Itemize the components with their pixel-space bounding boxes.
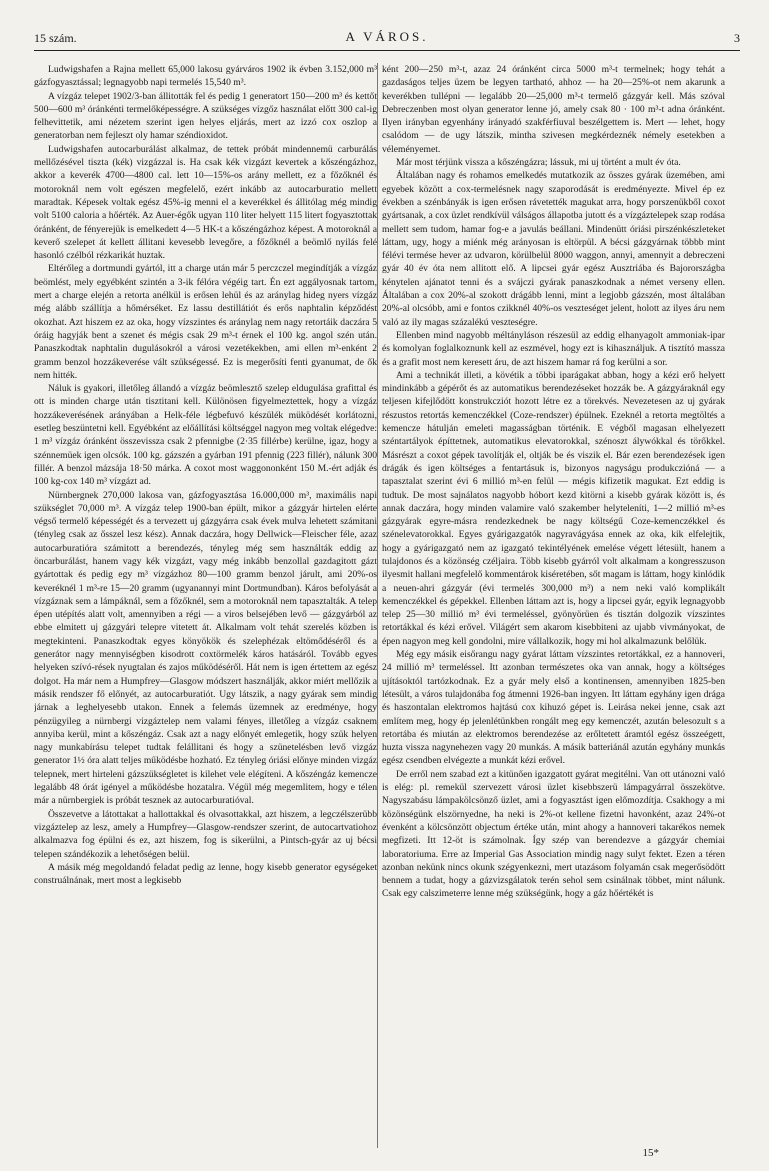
paragraph: Nürnbergnek 270,000 lakosa van, gázfogyasztása 16.000,000 m³, maximális napi szükséglet 70,000 m³. A vízgáz telep 1900-ban épült, mikor a gázgyár hirtelen elérte végső termelő képességét és a tervezett uj gázgyárra csak évek mulva lehetett számitani (tényleg csak az ősszel lesz kész). Annak daczára, hogy Dellwick—Fleischer féle, azaz autocarburatióra számitott a berendezés, tényleg még sem használták eddig az öncarburálást, hanem vagy kék vizgázt, vagy még inkább benzollal gazdagitott gázt gyártottak és pedig egy m³ vízgázhoz 80—100 gramm benzol járult, ami 20%-os keveréknél 1 m³-re 15—20 gramm (ugyanannyi mint Dortmundban). Káros befolyását a vízgáznak sem a lámpáknál, sem a főzőknél, sem a motoroknál nem tapasztalták. A telep épen utépítés alatt volt, amennyiben a régi — a viros belsejében levő — gázgyárból az ebbe elmitett uj gázgyári telepre vitetett át. Alkalmam volt tehát szerelés közben is megtekinteni. Panaszkodtak egyes könyökök és szelephézak eltömődéséről és a generátor nagy mennyiségben kisodrott coxtörmelék káros hatásáról. Tovább egyes helyeken szívó-rések nyugtalan és zajos működéséről. Hát nem is igen értettem az egész dolgot. Ha már nem a Humpfrey—Glasgow módszert használják, akkor miért mellőzik a másik rendszer fő előnyét, az autocarburatiót. Ugy látszik, a nagy gyárak sem mindig járnak a leghelyesebb utakon. Ennek a felemás üzemnek az eredménye, hogy pénzügyileg a nürnbergi vizgáztelep nem valami fényes, illetőleg a vízgáz csaknem annyiba kerül, mint a kőszéngáz. Csak azt a nagy előnyét emlegetik, hogy szük helyen nagy munkabírásu telepet tudtak felállitani és hogy a szünetelésben levő vizgáz generator 1½ óra alatt teljes működésbe hozható. Ez tényleg óriási előnye minden vizgáz telepnek, mert hirteleni gázszükségletet is kilehet vele elégíteni. A kőszéngáz kemencze legalább 48 órát igényel a működésbe hozatalra. Végül még megemlitem, hogy e télen már a nürnbergiek is próbát tesznek az autocarburatióval. bbox=[34, 489, 377, 807]
paragraph: Náluk is gyakori, illetőleg állandó a vízgáz beömlesztő szelep eldugulása grafittal és ott is minden charge után tisztitani kell. Különösen figyelmeztettek, hogy a vízgáz hozzákeverésének arányában a Helk-féle légbefuvó készülék müködését korlátozni, esetleg beszüntetni kell. Egyébként az előállítási költséggel nagyon meg voltak elégedve: 1 m³ vízgáz óránként összevissza csak 2 pfennigbe (2·35 fillérbe) kerülne, igaz, hogy a szénnemüek igen olcsók. 100 kg. gázszén a gyárban 191 pfennig (223 fillér), nálunk 300 fillér. A benzol mázsája 18·50 márka. A coxot most waggononként 150 M.-ért adják és 100 kg-cox 140 m³ vízgázt ad. bbox=[34, 383, 377, 488]
paragraph: Már most térjünk vissza a kőszéngázra; lássuk, mi uj történt a mult év óta. bbox=[396, 157, 681, 169]
paragraph: De erről nem szabad ezt a kitünően igazgatott gyárat megitélni. Van ott utánozni való is elég: pl. remekül szervezett városi üzlet kisebbszerü lámpagyárral összekötve. Nagyszabásu lámpakölcsönző üzlet, ami a fogyasztást igen előmozdítja. Csakhogy a mi közönségünk elszörnyedne, ha neki is 2%-ot kellene fizetni havonként, azaz 24%-ot évenként a kölcsönzött objectum értéke után, mint ahogy a hannoveri takarékos nemek megfizeti. Itt 12-öt is számolnak. Így szép van berendezve a gázgyár chemiai laboratoriuma. Erre az Imperial Gas Association mindig nagy sulyt fektet. Ezen a téren azonban nekünk nincs okunk szégyenkezni, mert utazásom folyamán csak megerősödött bennem a tudat, hogy a gázvizsgálatok terén sehol sem csinálnak többet, mint nálunk. Csak egy calszimeterre lenne még szükségünk, hogy a gáz hőértékét is bbox=[382, 768, 725, 900]
column-divider bbox=[377, 63, 378, 1148]
paragraph: Ludwigshafen a Rajna mellett 65,000 lakosu gyárváros 1902 ik évben 3.152,000 m³ gázfogyasztással; legnagyobb napi termelés 15,540 m³. bbox=[34, 64, 377, 89]
header-rule bbox=[34, 50, 740, 51]
paragraph: ként 200—250 m³-t, azaz 24 óránként circa 5000 m³-t termelnek; hogy tehát a gazdaságos teljes üzem be legyen tartható, ahhoz — ha 20—25%-ot nem akarunk a keverékben tullépni — legalább 20—25,000 m³-t termelő gázgyár kell. Más szóval Debreczenben most olyan generator lenne jó, amely csak 80 · 100 m³-t adna óránként. Ilyen irányban egyenhány irányadó szakférfiuval beszélgettem is. Mert — lehet, hogy csalódom — de ugy látszik, mintha szivesen megkérdeznék némely esetekben a véleményemet. bbox=[382, 64, 725, 155]
left-column bbox=[34, 63, 377, 1148]
paragraph: Általában nagy és rohamos emelkedés mutatkozik az összes gyárak üzemében, ami egyebek között a cox-termelésnek nagy szaporodását is eredményezte. Mivel ép ez években a szénbányák is igen erősen rávetették magukat arra, hogy porszenükből coxot gyártsanak, a cox üzlet rendkívül válságos állapotba jutott és a vízgáztelepek szap rodása mellett sem tudom, hamar fog-e a javulás beállani. Mindenütt óriási pirszénkészleteket láttam, ugy, hogy a miénk még arányosan is eltörpül. A bécsi gázgyárnak többb mint félévi termése hever az udvaron, körülbelül 8000 waggon, annyi, amennyit a debreczeni gyár 40 év óta nem allitott elő. A lipcsei gyár egész Ausztriába és Bajorországba kénytelen ajánatot tenni és a svájczi gyárak panaszkodnak a német verseny ellen. Általában a cox 20%-al szokott drágább lenni, mint a legjobb gázszén, most általában 20%-al olcsóbb, ami e fontos czikknél 40%-os veszteséget jelent, holott az ilyes áru nem való az ily magas százalékú veszteségre. bbox=[382, 170, 725, 328]
paragraph: Ami a technikát illeti, a kövétik a többi iparágakat abban, hogy a kézi erő helyett mindinkább a gépérőt és az automatikus berendezéseket hozzák be. A gázgyáraknál egy teljesen kifejlődött konstrukcziót hozott létre ez a törekvés. Nevezetesen az uj gyárak részustos retortás kemenczékkel (Coze-rendszer) épülnek. Ezeknél a retorta megtöltés a kemencze hátulján emeleti magasságban történik. E végből magasan elhelyezett széntartályok építtetnek, automatikus elevatorokkal, szénoszt álywókkal és törőkkel. Másrészt a coxot gépek tavolítják el, oltják be és viszik el. Bár ezen berendezések igen drágák és igen költséges a fentartásuk is, bizonyos nagyságu produkczióná — a tapasztalat szerint évi 6 millió m³-en felül — mégis kifizetik magukat. Ezt eddig is tudtuk. De most sajnálatos nagyobb hóbort kezd kitörni a kisebb gyárak között is, és annak daczára, hogy minden valamire való szakember helyteleníti, 1—2 millió m³-es gázgyárak egyre-másra rendezkednek be nagy költségű Coze-kemenczékkel és szénelevatorokkal. Egyes gyárigazgatók nagyravágyása ennek az oka, kik elfelejtik, hogy a gyárigazgató nem az igazgató tekintélyének emelése végett létesült, hanem a tulajdonos és a közönség czéljaira. Több kisebb gyárról volt alkalmam a kongresszuson ilyesmit hallani megfelelő kommentárok kiséretében, sőt magam is láttam, hogy kinlódik a neuen-ahri gázgyár (évi termelés 300,000 m³) a nem neki való komplikált kemenczékkel és gépekkel. Ellenben láttam azt is, hogy a lipcsei gyár, egyik legnagyobb telep 25—30 millió m³ évi termeléssel, gyönyörüen és tisztán dolgozik vízszintes retortákkal és kézi erővel. Világért sem akarom kisebbiteni az ujabb vivmányokat, de épen nagyon meg kell gondolni, mire vállalkozik, hogy mi hol alkalmazunk belőlük. bbox=[382, 369, 725, 647]
paragraph: Még egy másik eisőrangu nagy gyárat láttam vízszintes retortákkal, ez a hannoveri, 24 millió m³ termeléssel. Itt azonban természetes oka van annak, hogy a költséges ujításoktól tartózkodnak. Ez a gyár mely első a kontinensen, amennyiben 1825-ben létesült, a város tulajdonába fog átmenni 1926-ban ingyen. Itt láttam egyhány igen drága és haszontalan elektromos hajtású cox kihuzó gépet is. Leirása nekei jenne, csak azt említem meg, hogy ép jelenlétünkben rongált meg egy kemenczét, azután belesozult s a retortába és miután az elektromos berendezése az erőltetett áramtól egész összeégett, huzta vissza nagynehezen vagy 20 munkás. A másik batteriánál azután egyhány munkás egész csendben elvégezte a munkát kézi erővel. bbox=[382, 649, 725, 767]
paragraph: Ludwigshafen autocarburálást alkalmaz, de tettek próbát mindennemü carburálás mellőzésével tiszta (kék) vizgázzal is. Ha csak kék vizgázt kevertek a kőszéngázhoz, akkor a keverék 4700—4800 cal. lett 10—15%-os arány mellett, ez a főzőknél és motoroknál nem volt egészen megfelelő, ezért inkább az autocarburatio mellett maradtak. Képesek voltak egész 45%-ig menni el a keverékkel és állitólag még mindig volt 5100 caloria a hőérték. Az Auer-égők ugyan 110 liter helyett 115 litert fogyasztottak óránként, de fényerejük is emelkedett 4—5 HK-t a kőszéngázhoz képest. A motoroknál a keverő szelepet át kellett állitani kevesebb levegőre, a főzőknél a beömlő nyilás felé hasonló czélból rézkarikát huztak. bbox=[34, 143, 377, 262]
paragraph: Összevetve a látottakat a hallottakkal és olvasottakkal, azt hiszem, a legczélszerübb vizgáztelep az lesz, amely a Humpfrey—Glasgow-rendszer szerint, de autocartvatiohoz alkalmazva fog épülni és ez, azt hiszem, fog is sikerülni, a Pintsch-gyár az uj bécsi telepen szándékozik a lehetőségen belül. bbox=[34, 808, 377, 860]
paragraph: A másik még megoldandó feladat pedig az lenne, hogy kisebb generator egységeket construálnának, mert most a legkisebb bbox=[34, 861, 377, 887]
signature-mark: 15* bbox=[642, 1147, 659, 1159]
paragraph: Ellenben mind nagyobb méltányláson részesül az eddig elhanyagolt ammoniak-ipar és komolyan foglalkoznunk kell az eszmével, hogy ezt is kihasználjuk. A tisztító massza és a grafit most nem keresett áru, de azt hiszem hamar rá fog kerülni a sor. bbox=[382, 329, 725, 368]
page-number: 3 bbox=[734, 31, 740, 45]
paragraph: Eltérőleg a dortmundi gyártól, itt a charge után már 5 perczczel megindítják a vízgáz beömlést, mely egyébként szintén a 3-ik félóra végéig tart. Én ezt aggályosnak tartom, mert a charge elején a retorta anélkül is erősen lehül és az aránylag hideg nyers vízgáz még alább szállítja a hőmérséket. Ez lassu destillátiót és erős naphtalin képződést okozhat. Azt hiszem ez az oka, hogy vízszintes és aránylag nem nagy retortáik daczára 5 óráig hagyják bent a szenet és mégis csak 29 m³-t érnek el 100 kg. angol szén után. Panaszkodtak naphtalin dugulásokról a városi vezetékekben, ami ellen m³-enként 2 gramm benzol hozzákeverése vált szükségessé. Ez is megerősíti fenti gyanumat, de ők nem hitték. bbox=[34, 263, 377, 381]
page-header bbox=[34, 29, 740, 51]
journal-title: A VÁROS. bbox=[345, 29, 429, 44]
issue-number: 15 szám. bbox=[34, 31, 77, 45]
right-column bbox=[382, 63, 725, 1148]
paragraph: A vízgáz telepet 1902/3-ban állitották fel és pedig 1 generatort 150—200 m³ és kettőt 500—600 m³ óránkénti termelőképességre. A szükséges vízgőz használat előtt 300 cal-ig felhevittetik, ami nézetem szerint igen helyes eljárás, mert az izzó cox oszlop a generatorban nem fejleszt oly hamar széndioxidot. bbox=[34, 90, 377, 142]
